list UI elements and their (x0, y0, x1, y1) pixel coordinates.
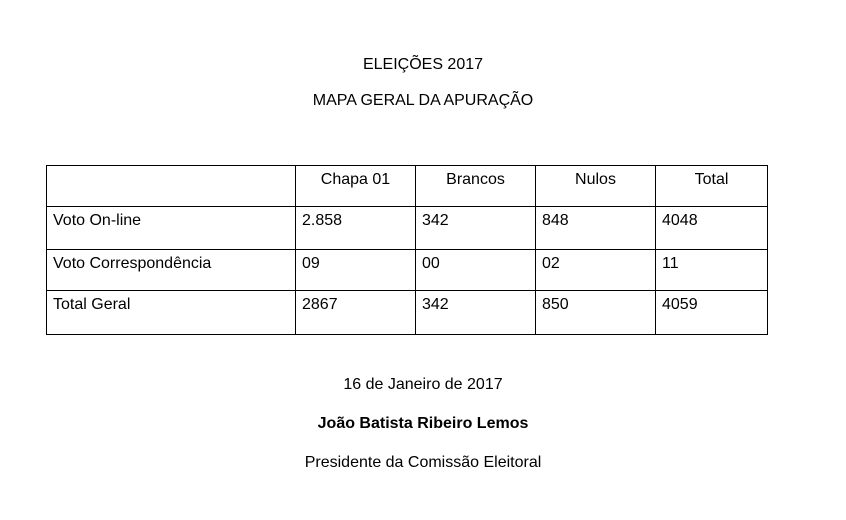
table-header-row (47, 166, 768, 207)
cell-nulos: 848 (536, 207, 656, 250)
cell-total: 4059 (656, 291, 768, 335)
signer-role: Presidente da Comissão Eleitoral (304, 454, 542, 471)
cell-total: 4048 (656, 207, 768, 250)
header-total: Total (656, 166, 768, 207)
cell-nulos: 850 (536, 291, 656, 335)
header-nulos: Nulos (536, 166, 656, 207)
header-chapa-01: Chapa 01 (296, 166, 416, 207)
row-label-voto-correspondencia: Voto Correspondência (47, 250, 296, 291)
document-subtitle: MAPA GERAL DA APURAÇÃO (312, 92, 534, 109)
document-date: 16 de Janeiro de 2017 (343, 376, 503, 393)
cell-chapa-01: 2867 (296, 291, 416, 335)
results-table (46, 165, 768, 335)
signer-name: João Batista Ribeiro Lemos (317, 415, 529, 432)
row-label-voto-online: Voto On-line (47, 207, 296, 250)
document-title: ELEIÇÕES 2017 (362, 56, 484, 73)
cell-nulos: 02 (536, 250, 656, 291)
cell-chapa-01: 2.858 (296, 207, 416, 250)
cell-chapa-01: 09 (296, 250, 416, 291)
cell-total: 11 (656, 250, 768, 291)
row-label-total-geral: Total Geral (47, 291, 296, 335)
table-row (47, 250, 768, 291)
table-row (47, 207, 768, 250)
header-empty-cell (47, 166, 296, 207)
header-brancos: Brancos (416, 166, 536, 207)
cell-brancos: 342 (416, 207, 536, 250)
cell-brancos: 00 (416, 250, 536, 291)
cell-brancos: 342 (416, 291, 536, 335)
table-row (47, 291, 768, 335)
